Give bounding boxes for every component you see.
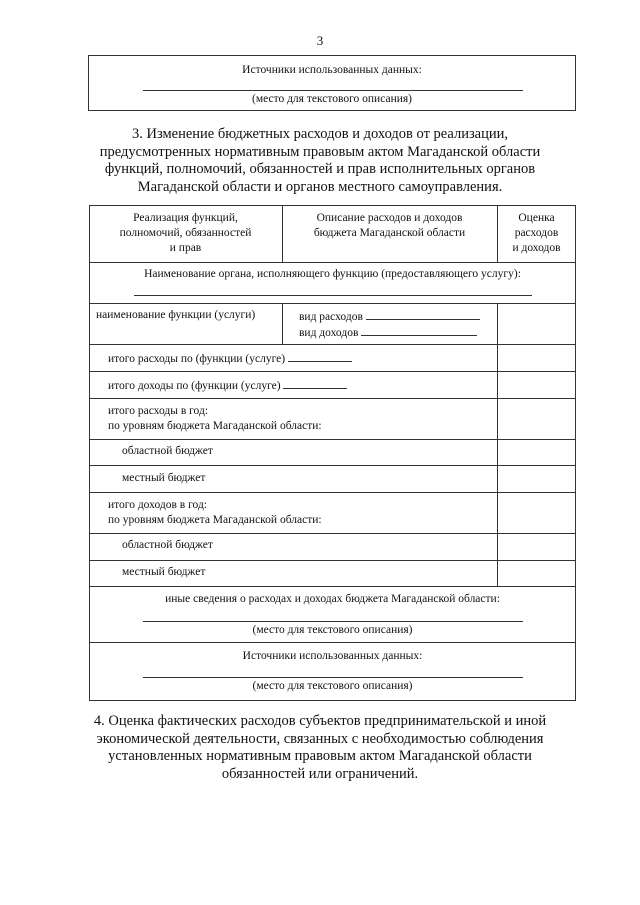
row-label: итого расходы по (функции (услуге) — [108, 353, 286, 365]
heading-line: экономической деятельности, связанных с необходимостью соблюдения — [96, 730, 544, 747]
header-realization — [89, 211, 282, 256]
sources-label: Источники использованных данных: — [242, 650, 423, 662]
other-info-placeholder: (место для текстового описания) — [252, 624, 413, 636]
sources-placeholder: (место для текстового описания) — [251, 93, 412, 105]
heading-line: функций, полномочий, обязанностей и прав исполнительных органов — [104, 161, 536, 177]
page-number: 3 — [316, 33, 324, 48]
header-text: Реализация функций, — [133, 212, 238, 224]
income-type-label: вид доходов — [299, 327, 359, 339]
header-text: бюджета Магаданской области — [313, 227, 466, 239]
row-label: итого доходы по (функции (услуге) — [108, 380, 281, 392]
header-text: Описание расходов и доходов — [316, 212, 463, 224]
total-expenses-function — [108, 351, 352, 365]
function-name: наименование функции (услуги) — [96, 309, 256, 321]
header-text: Оценка — [518, 212, 555, 224]
sources-placeholder: (место для текстового описания) — [252, 680, 413, 692]
header-description — [282, 211, 497, 241]
header-assessment — [497, 211, 576, 256]
heading-line: Магаданской области и органов местного самоуправления. — [137, 178, 503, 195]
section3-heading — [60, 126, 580, 196]
income-type-field[interactable] — [361, 325, 477, 336]
blank-field[interactable] — [288, 351, 352, 362]
row-label: по уровням бюджета Магаданской области: — [108, 514, 322, 526]
other-info-label: иные сведения о расходах и доходах бюджета Магаданской области: — [165, 593, 500, 605]
heading-line: предусмотренных нормативным правовым актом Магаданской области — [99, 143, 541, 160]
heading-line: 4. Оценка фактических расходов субъектов предпринимательской и иной — [93, 713, 547, 729]
heading-line: 3. Изменение бюджетных расходов и доходов от реализации, — [131, 126, 509, 142]
regional-budget-income: областной бюджет — [122, 539, 213, 551]
section4-heading — [50, 713, 590, 783]
organ-row-label: Наименование органа, исполняющего функцию (предоставляющего услугу): — [144, 268, 521, 280]
expense-type-field[interactable] — [366, 309, 480, 320]
total-income-year — [108, 498, 322, 528]
header-text: и доходов — [512, 242, 561, 254]
row-label: итого расходы в год: — [108, 405, 209, 417]
header-text: расходов — [514, 227, 559, 239]
local-budget-expenses: местный бюджет — [122, 472, 206, 484]
heading-line: обязанностей или ограничений. — [221, 765, 419, 782]
header-text: полномочий, обязанностей — [119, 227, 252, 239]
total-income-function — [108, 378, 347, 392]
header-text: и прав — [169, 242, 202, 254]
function-types — [299, 309, 480, 341]
heading-line: установленных нормативным правовым актом Магаданской области — [108, 748, 532, 764]
row-label: итого доходов в год: — [108, 499, 207, 511]
sources-box-top — [88, 55, 576, 111]
total-expenses-year — [108, 404, 322, 434]
local-budget-income: местный бюджет — [122, 566, 206, 578]
row-label: по уровням бюджета Магаданской области: — [108, 420, 322, 432]
blank-field[interactable] — [283, 378, 347, 389]
expense-type-label: вид расходов — [299, 311, 363, 323]
sources-label: Источники использованных данных: — [242, 64, 422, 76]
regional-budget-expenses: областной бюджет — [122, 445, 213, 457]
